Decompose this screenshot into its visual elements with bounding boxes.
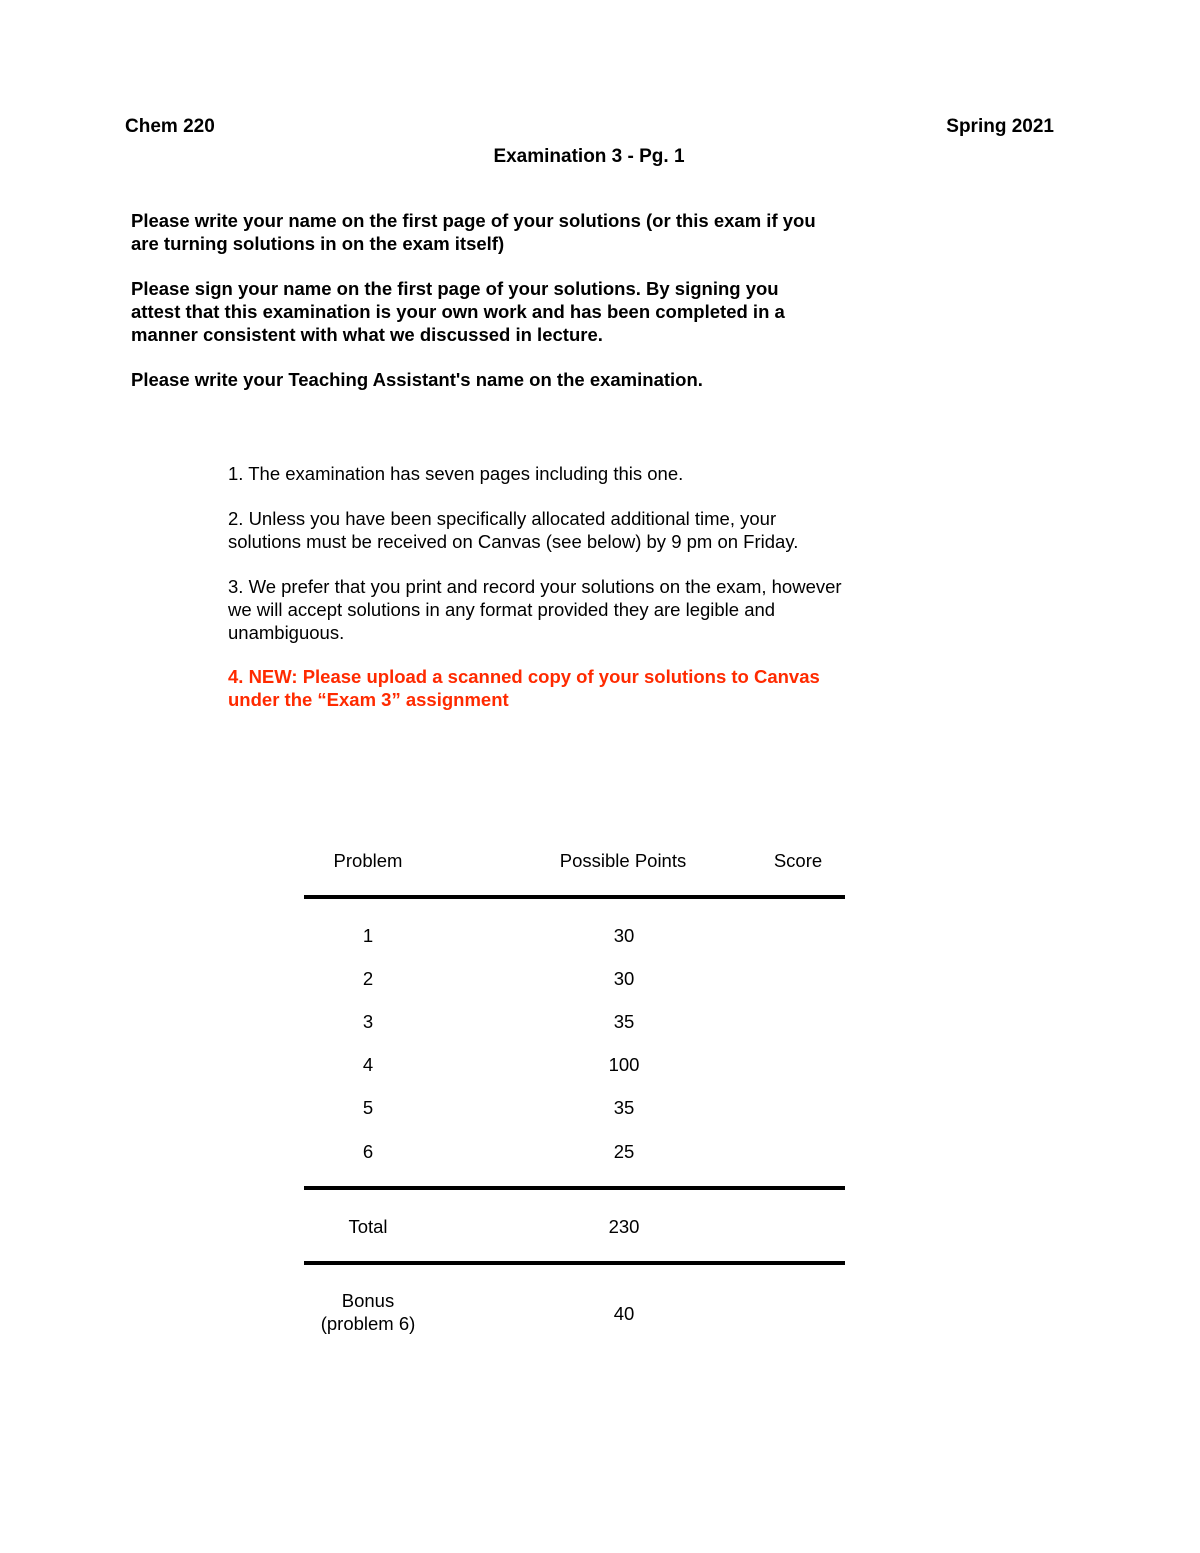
problem-number: 3 bbox=[362, 1011, 374, 1032]
table-divider-middle bbox=[304, 1186, 845, 1190]
column-header-possible-points: Possible Points bbox=[559, 850, 687, 871]
problem-number: 6 bbox=[362, 1141, 374, 1162]
course-name: Chem 220 bbox=[125, 116, 215, 137]
total-points-value: 230 bbox=[608, 1216, 640, 1237]
possible-points-value: 35 bbox=[613, 1011, 635, 1032]
possible-points-value: 30 bbox=[613, 968, 635, 989]
table-divider-top bbox=[304, 895, 845, 899]
note-item-3: 3. We prefer that you print and record your solutions on the exam, however we will accept solutions in any format provided they are legible and unambiguous. bbox=[228, 576, 842, 643]
problem-number: 2 bbox=[362, 968, 374, 989]
possible-points-value: 100 bbox=[608, 1054, 640, 1075]
possible-points-value: 25 bbox=[613, 1141, 635, 1162]
column-header-problem: Problem bbox=[333, 850, 403, 871]
possible-points-value: 30 bbox=[613, 925, 635, 946]
table-divider-bottom bbox=[304, 1261, 845, 1265]
problem-number: 4 bbox=[362, 1054, 374, 1075]
exam-title: Examination 3 - Pg. 1 bbox=[493, 146, 685, 167]
bonus-points-value: 40 bbox=[613, 1303, 635, 1324]
bonus-label: Bonus (problem 6) bbox=[320, 1290, 416, 1334]
note-item-4-upload: 4. NEW: Please upload a scanned copy of your solutions to Canvas under the “Exam 3” assignment bbox=[228, 666, 820, 710]
note-item-1: 1. The examination has seven pages including this one. bbox=[228, 463, 684, 484]
possible-points-value: 35 bbox=[613, 1097, 635, 1118]
total-label: Total bbox=[348, 1216, 388, 1237]
instruction-sign-name: Please sign your name on the first page of your solutions. By signing you attest that this examination is your own work and has been completed in a manner consistent with what we discussed in lecture. bbox=[131, 278, 785, 345]
problem-number: 5 bbox=[362, 1097, 374, 1118]
problem-number: 1 bbox=[362, 925, 374, 946]
note-item-2: 2. Unless you have been specifically allocated additional time, your solutions must be received on Canvas (see below) by 9 pm on Friday. bbox=[228, 508, 799, 552]
instruction-write-name: Please write your name on the first page of your solutions (or this exam if you are turning solutions in on the exam itself) bbox=[131, 210, 816, 254]
term-label: Spring 2021 bbox=[946, 116, 1054, 137]
column-header-score: Score bbox=[773, 850, 823, 871]
instruction-ta-name: Please write your Teaching Assistant's name on the examination. bbox=[131, 369, 703, 390]
